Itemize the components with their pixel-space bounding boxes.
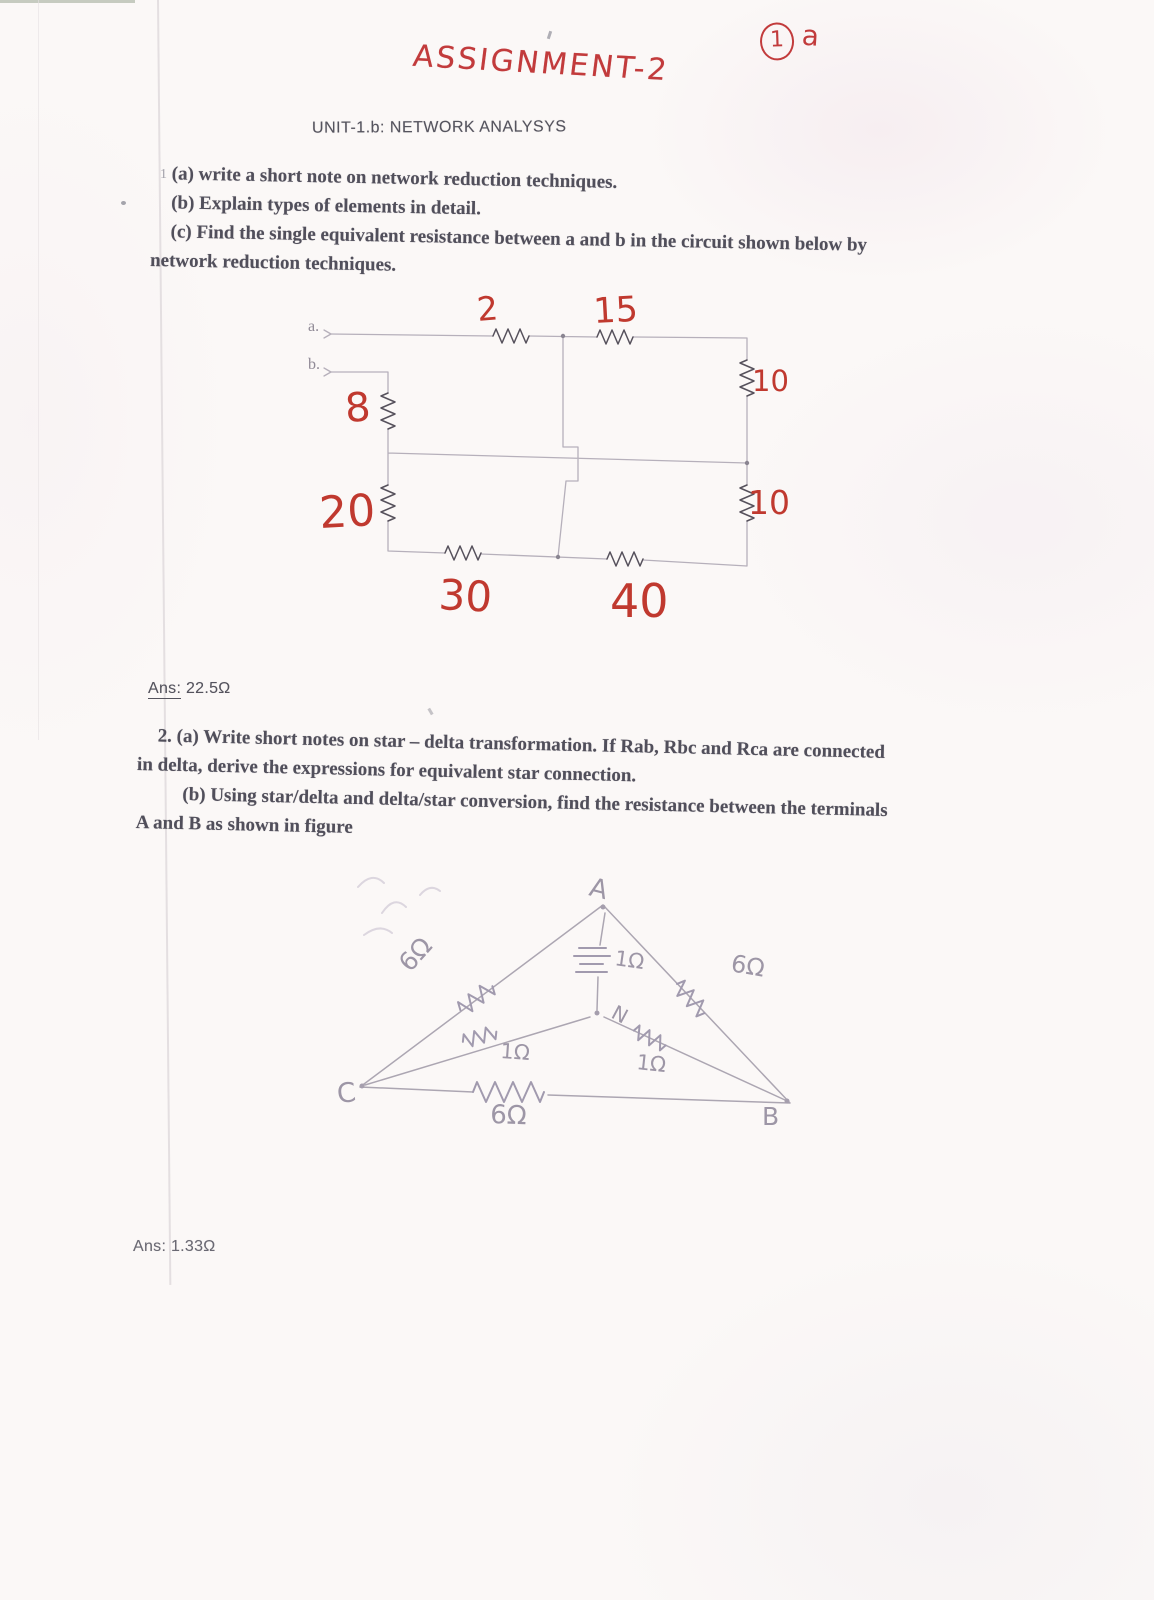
answer1-prefix: Ans: bbox=[148, 680, 182, 697]
resistor-an-value: 1Ω bbox=[613, 946, 646, 975]
question2-line-2: in delta, derive the expressions for equivalent star connection. bbox=[136, 753, 637, 787]
resistor-cb-value: 6Ω bbox=[489, 1100, 528, 1132]
resistor-ab-symbol bbox=[671, 978, 710, 1018]
junction-dot-right bbox=[745, 461, 749, 465]
answer1-value: 22.5Ω bbox=[181, 680, 231, 697]
resistor-15-symbol bbox=[597, 330, 633, 344]
question2-text bbox=[135, 722, 1037, 858]
node-c-label: C bbox=[335, 1077, 358, 1110]
resistor-15-value: 15 bbox=[592, 289, 639, 332]
page-fold-line-2 bbox=[38, 0, 39, 740]
resistor-ac-value: 6Ω bbox=[392, 931, 438, 978]
triangle-edges bbox=[360, 905, 790, 1103]
question1-number-faint: 1 bbox=[160, 167, 167, 182]
stray-mark-q2 bbox=[427, 708, 433, 716]
resistor-10-top-value: 10 bbox=[752, 364, 789, 398]
answer1 bbox=[148, 680, 231, 698]
assignment-title bbox=[411, 39, 671, 88]
question1-line-c2: network reduction techniques. bbox=[149, 249, 397, 276]
question1-text bbox=[150, 160, 1032, 292]
resistor-nc-value: 1Ω bbox=[499, 1039, 531, 1066]
node-n-dot bbox=[595, 1011, 600, 1016]
resistor-cb-symbol bbox=[473, 1082, 544, 1102]
ink-speck bbox=[121, 201, 126, 205]
question2-line-3: (b) Using star/delta and delta/star conversion, find the resistance between the terminals bbox=[182, 783, 888, 821]
corner-grade-mark bbox=[759, 19, 820, 61]
circuit1-diagram bbox=[300, 285, 800, 630]
resistor-8-value: 8 bbox=[343, 384, 373, 432]
node-a-label: A bbox=[586, 872, 611, 907]
question2-line-1: 2. (a) Write short notes on star – delta transformation. If Rab, Rbc and Rca are connected bbox=[157, 725, 886, 763]
answer2-prefix: Ans: bbox=[133, 1238, 167, 1255]
resistor-30-symbol bbox=[445, 546, 481, 560]
answer2 bbox=[133, 1238, 216, 1256]
unit-heading: UNIT-1.b: NETWORK ANALYSYS bbox=[311, 118, 567, 137]
resistor-nb-symbol bbox=[631, 1024, 669, 1051]
node-c-dot bbox=[360, 1084, 365, 1089]
node-n-label: N bbox=[607, 1000, 633, 1029]
resistor-2-value: 2 bbox=[475, 288, 500, 329]
pencil-scratches bbox=[358, 878, 440, 935]
terminal-a-label: a. bbox=[308, 318, 320, 335]
scan-edge-shadow bbox=[0, 0, 135, 3]
resistor-nc-symbol bbox=[461, 1025, 499, 1049]
resistor-8-symbol bbox=[381, 393, 395, 429]
terminal-b-label: b. bbox=[308, 356, 320, 373]
node-b-label: B bbox=[762, 1102, 780, 1131]
question1-line-b: (b) Explain types of elements in detail. bbox=[170, 192, 482, 220]
circuit2-diagram bbox=[330, 855, 820, 1145]
resistor-20-value: 20 bbox=[317, 485, 377, 539]
resistor-10-bottom-value: 10 bbox=[748, 483, 790, 522]
answer2-value: 1.33Ω bbox=[166, 1238, 216, 1255]
resistor-40-value: 40 bbox=[610, 574, 669, 628]
resistor-2-symbol bbox=[493, 329, 529, 343]
junction-dot-top bbox=[561, 334, 565, 338]
resistor-20-symbol bbox=[381, 485, 395, 521]
resistor-ab-value: 6Ω bbox=[728, 949, 767, 983]
corner-mark-letter: a bbox=[800, 18, 821, 53]
resistor-40-symbol bbox=[607, 552, 643, 566]
node-b-dot bbox=[785, 1099, 790, 1104]
resistor-nb-value: 1Ω bbox=[635, 1050, 668, 1078]
junction-dot-bottom bbox=[556, 555, 560, 559]
circuit1-wires bbox=[330, 334, 747, 566]
assignment-title-text: ASSIGNMENT-2 bbox=[411, 38, 671, 89]
question1-line-c1: (c) Find the single equivalent resistance between a and b in the circuit shown below by bbox=[170, 221, 868, 256]
corner-mark-circled-number: 1 bbox=[759, 22, 794, 61]
resistor-30-value: 30 bbox=[437, 570, 494, 622]
terminal-arrow-ticks bbox=[324, 330, 331, 376]
stray-mark-above-title bbox=[547, 31, 552, 40]
question1-line-a: (a) write a short note on network reduction techniques. bbox=[171, 163, 618, 193]
resistor-an-symbol bbox=[574, 948, 610, 972]
question2-line-4: A and B as shown in figure bbox=[135, 811, 354, 838]
